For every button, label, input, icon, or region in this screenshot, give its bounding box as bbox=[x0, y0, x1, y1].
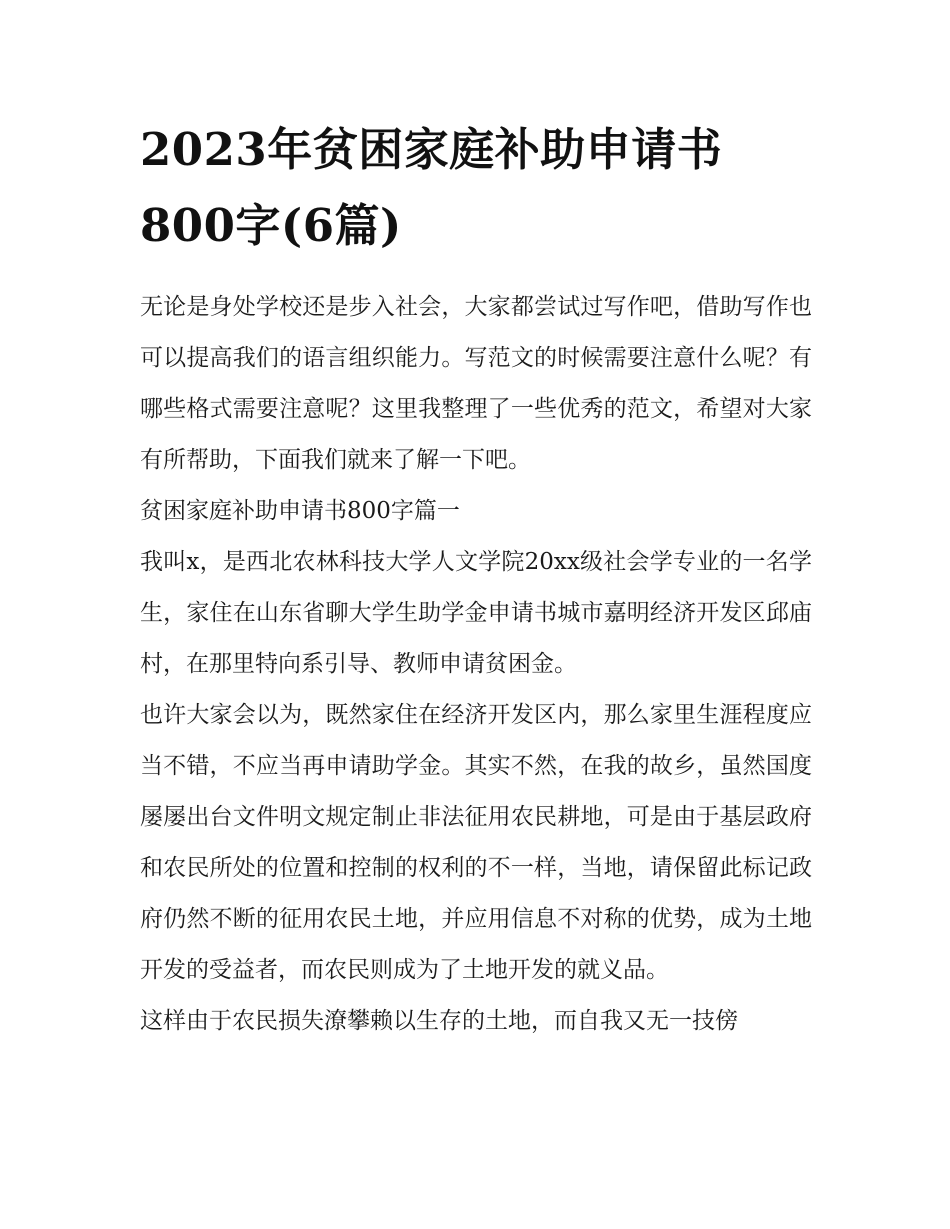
body-paragraph: 也许大家会以为，既然家住在经济开发区内，那么家里生涯程度应当不错，不应当再申请助学金。其实不然，在我的故乡，虽然国度屡屡出台文件明文规定制止非法征用农民耕地，可是由于基层政府和农民所处的位置和控制的权利的不一样，当地，请保留此标记政府仍然不断的征用农民土地，并应用信息不对称的优势，成为土地开发的受益者，而农民则成为了土地开发的就义品。 bbox=[140, 702, 812, 983]
body-paragraph: 这样由于农民损失潦攀赖以生存的土地，而自我又无一技傍 bbox=[140, 1008, 738, 1034]
document-title: 2023年贫困家庭补助申请书800字(6篇) bbox=[140, 123, 723, 252]
body-paragraph: 我叫x，是西北农林科技大学人文学院20xx级社会学专业的一名学生，家住在山东省聊大学生助学金申请书城市嘉明经济开发区邱庙村，在那里特向系引导、教师申请贫困金。 bbox=[140, 549, 812, 677]
document-body bbox=[140, 112, 812, 1047]
intro-paragraph: 无论是身处学校还是步入社会，大家都尝试过写作吧，借助写作也可以提高我们的语言组织能力。写范文的时候需要注意什么呢？有哪些格式需要注意呢？这里我整理了一些优秀的范文，希望对大家有所帮助，下面我们就来了解一下吧。 bbox=[140, 294, 812, 473]
section-heading: 贫困家庭补助申请书800字篇一 bbox=[140, 498, 460, 524]
